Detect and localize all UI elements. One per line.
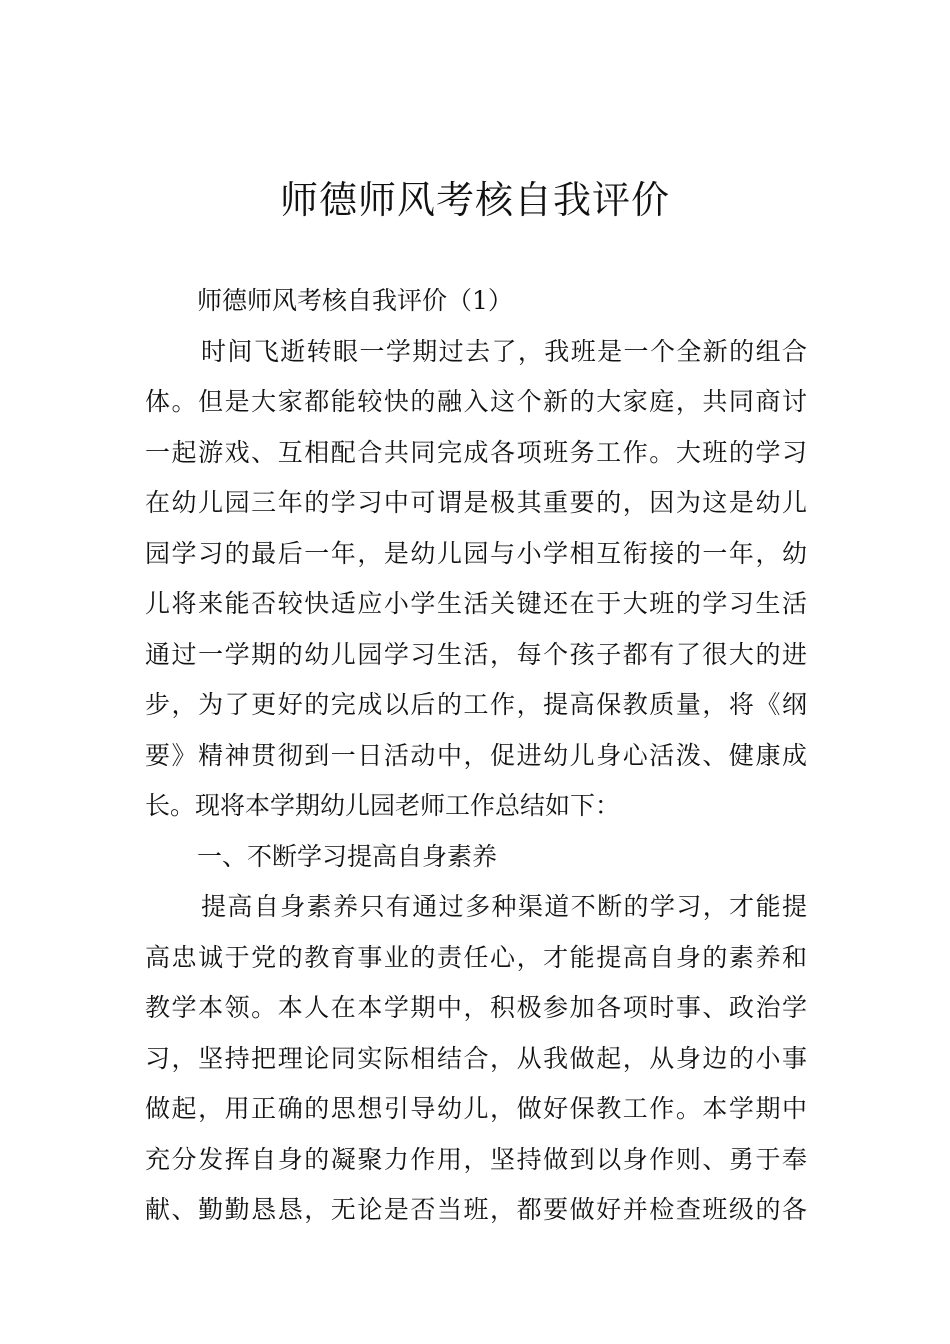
paragraph-line: 园学习的最后一年，是幼儿园与小学相互衔接的一年，幼 xyxy=(145,538,807,568)
paragraph-line: 要》精神贯彻到一日活动中，促进幼儿身心活泼、健康成 xyxy=(145,740,807,770)
document-title: 师德师风考核自我评价 xyxy=(279,178,670,222)
document-body xyxy=(145,276,807,1236)
paragraph-line: 一起游戏、互相配合共同完成各项班务工作。大班的学习 xyxy=(145,437,807,467)
paragraph-line: 时间飞逝转眼一学期过去了，我班是一个全新的组合 xyxy=(201,336,807,366)
paragraph-line: 儿将来能否较快适应小学生活关键还在于大班的学习生活 xyxy=(145,589,807,618)
paragraph-line: 教学本领。本人在本学期中，积极参加各项时事、政治学 xyxy=(145,993,807,1022)
section-heading: 师德师风考核自我评价（1） xyxy=(197,286,513,315)
paragraph-line: 长。现将本学期幼儿园老师工作总结如下： xyxy=(145,791,621,820)
paragraph-line: 做起，用正确的思想引导幼儿，做好保教工作。本学期中 xyxy=(145,1094,807,1123)
paragraph-line: 步，为了更好的完成以后的工作，提高保教质量，将《纲 xyxy=(145,690,807,719)
paragraph-line: 在幼儿园三年的学习中可谓是极其重要的，因为这是幼儿 xyxy=(145,488,807,517)
paragraph-line: 体。但是大家都能较快的融入这个新的大家庭，共同商讨 xyxy=(145,387,807,416)
paragraph-line: 习，坚持把理论同实际相结合，从我做起，从身边的小事 xyxy=(145,1043,807,1073)
section-heading: 一、不断学习提高自身素养 xyxy=(197,841,498,871)
paragraph-line: 通过一学期的幼儿园学习生活，每个孩子都有了很大的进 xyxy=(145,639,807,669)
paragraph-line: 提高自身素养只有通过多种渠道不断的学习，才能提 xyxy=(201,892,807,921)
paragraph-line: 充分发挥自身的凝聚力作用，坚持做到以身作则、勇于奉 xyxy=(145,1144,807,1174)
paragraph-line: 献、勤勤恳恳，无论是否当班，都要做好并检查班级的各 xyxy=(145,1195,807,1224)
paragraph-line: 高忠诚于党的教育事业的责任心，才能提高自身的素养和 xyxy=(145,942,807,972)
